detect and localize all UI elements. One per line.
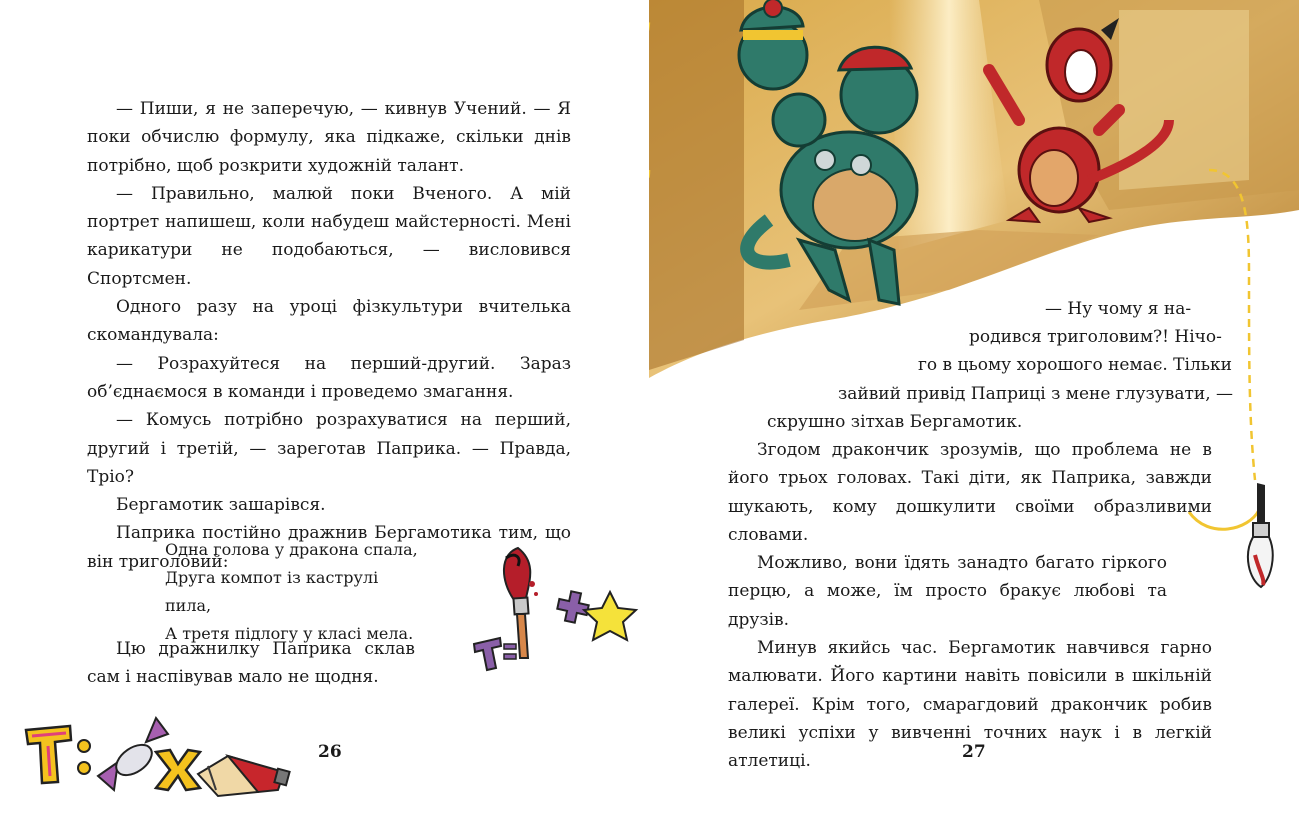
right-page-text: [728, 436, 1212, 776]
paragraph: Минув якийсь час. Бергамотик навчився гарно малювати. Його картини навіть повісили в шкільній галереї. Крім того, смарагдовий дракончик робив великі успіхи у вивченні точних наук і в легкій атлетиці.: [728, 638, 1212, 772]
paragraph: Згодом дракончик зрозумів, що проблема не в його трьох головах. Такі діти, як Паприка, завжди шукають, кому дошкулити своїми образливими словами.: [728, 440, 1212, 545]
text-line: зайвий привід Паприці з мене глузувати, —: [838, 384, 1234, 404]
text-line: го в цьому хорошого немає. Тільки: [918, 355, 1232, 375]
poem-line: Друга компот із каструлі пила,: [165, 568, 379, 615]
paragraph: — Правильно, малюй поки Вченого. А мій портрет напишеш, коли набудеш майстерності. Мені карикатури не подобаються, — висловився Спортсмен.: [87, 183, 571, 289]
page-number: 27: [962, 742, 986, 762]
paragraph: Цю дражнилку Паприка склав сам і наспівував мало не щодня.: [87, 639, 415, 688]
text-line: — Ну чому я на-: [1045, 299, 1192, 319]
paragraph: — Розрахуйтеся на перший-другий. Зараз об’єднаємося в команди і проведемо змагання.: [87, 353, 571, 402]
paragraph: Бергамотик зашарівся.: [116, 495, 326, 516]
poem-line: А третя підлогу у класі мела.: [165, 624, 414, 643]
letter-x-icon: [156, 750, 200, 790]
paragraph: Одного разу на уроці фізкультури вчителька скомандувала:: [87, 297, 571, 346]
star-icon: [584, 592, 636, 640]
text-line: родився триголовим?! Нічо-: [969, 327, 1222, 347]
page-number: 26: [318, 742, 342, 762]
plus-icon: [555, 589, 591, 625]
colon-icon: [78, 740, 90, 774]
paragraph: — Пиши, я не заперечую, — кивнув Учений. — Я поки обчислю формулу, яка підкаже, скільки днів потрібно, щоб розкрити художній талант.: [87, 99, 571, 176]
letter-t-icon: [26, 726, 71, 783]
paintbrush-icon: [1239, 475, 1299, 595]
left-page-text: [87, 95, 571, 576]
paragraph: Паприка постійно дражнив Бергамотика тим, що він триголовий:: [87, 523, 571, 572]
letter-t-icon: [474, 638, 501, 670]
candy-tube-decoration: [22, 712, 292, 807]
equals-icon: [504, 644, 516, 659]
paintbrush-icon: [504, 548, 538, 658]
paragraph: — Комусь потрібно розрахуватися на перший, другий і третій, — зареготав Паприка. — Правда, Тріо?: [87, 410, 571, 487]
poem-line: Одна голова у дракона спала,: [165, 540, 418, 559]
left-page: [0, 0, 649, 827]
right-page: [649, 0, 1299, 827]
text-line: скрушно зітхав Бергамотик.: [767, 412, 1023, 432]
paintbrush-math-decoration: [470, 540, 645, 675]
paragraph: Можливо, вони їдять занадто багато гіркого перцю, а може, їм просто бракує любові та друзів.: [728, 553, 1167, 630]
left-tail-text: [87, 635, 415, 692]
poem: [165, 536, 425, 648]
paint-tube-icon: [198, 756, 290, 796]
